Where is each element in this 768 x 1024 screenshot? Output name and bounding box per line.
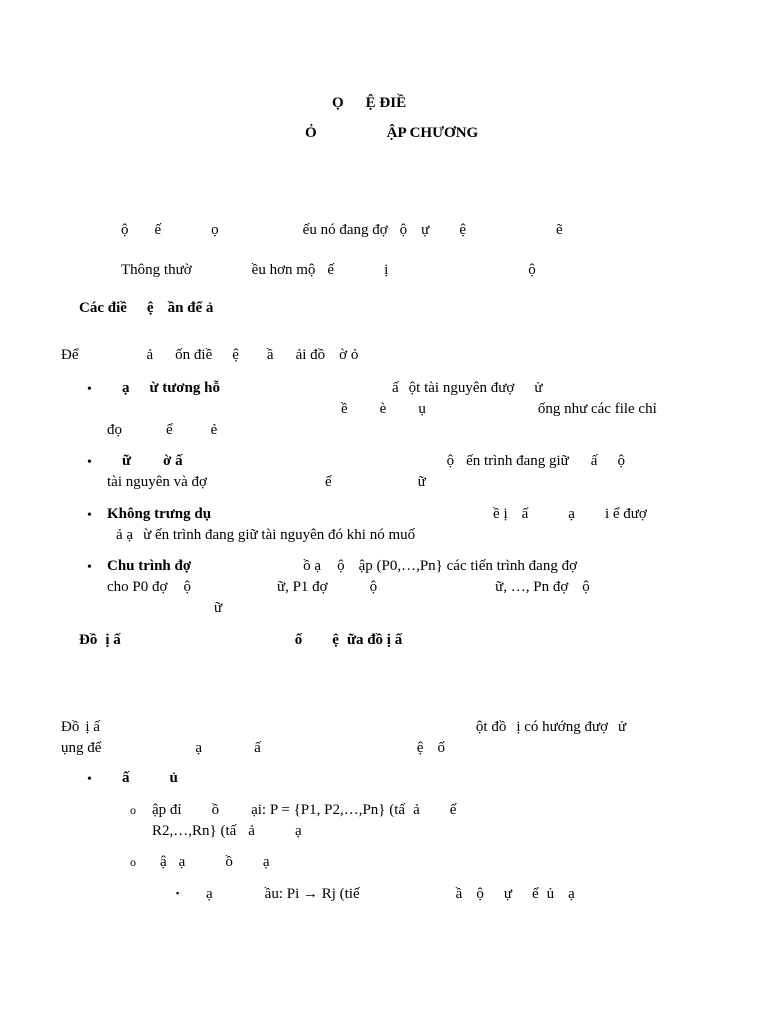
bullet-dot: • [87,455,92,470]
circle-bullet: o [130,803,136,817]
bullet-3-line-2: ả ạ ừ ến trình đang giữ tài nguyên đó khi nó muố [116,527,416,543]
intro-line-1: ộ ế ọ ếu nó đang đợ ộ ự ệ ẽ [121,222,563,238]
conditions-intro: Để ả ốn điề ệ ầ ải đồ ờ ỏ [61,347,359,363]
bullet-4-line-2: cho P0 đợ ộ ữ, P1 đợ ộ ữ, …, Pn đợ ộ [107,579,590,595]
graph-intro-line-2: ụng để ạ ấ ệ ố [61,740,445,756]
bullet-2-line-2: tài nguyên và đợ ế ữ [107,474,426,490]
graph-structure-heading: ấ ủ [122,770,178,786]
bullet-dot: • [87,508,92,523]
bullet-4-line-3: ữ [214,600,223,616]
bullet-1-line-1: ạ ừ tương hỗ ấ ột tài nguyên đượ ử [122,380,543,396]
section-heading-graph: Đồ ị ấ ố ệ ữa đồ ị ấ [79,632,403,648]
bullet-1-line-3: đọ ể ẻ [107,422,218,438]
bullet-dot: • [87,772,92,787]
bullet-dot: • [87,382,92,397]
subitem-1-line-1: ập đỉ ồ ại: P = {P1, P2,…,Pn} (tấ ả ế [152,802,457,818]
subitem-2-line-1: ậ ạ ồ ạ [160,854,270,870]
section-heading-conditions: Các điề ệ ần để ả [79,300,214,316]
circle-bullet: o [130,855,136,869]
subitem-1-line-2: R2,…,Rn} (tấ ả ạ [152,823,302,839]
bullet-1-line-2: ề è ụ ống như các file chỉ [341,401,657,417]
bullet-2-line-1: ữ ờ ấ ộ ến trình đang giữ ấ ộ [122,453,625,469]
intro-line-2: Thông thườ ều hơn mộ ế ị ộ [121,262,536,278]
bullet-4-line-1: Chu trình đợ ồ ạ ộ ập (P0,…,Pn} các tiến trình đang đợ [107,558,578,574]
title-line-2: Ỏ ẬP CHƯƠNG [305,125,479,141]
subsubitem-1-line-1: ạ ầu: Pi → Rj (tiế ầ ộ ự ể ủ ạ [206,886,575,902]
bullet-3-line-1: Không trưng dụ ề ị ấ ạ i ể đượ [107,506,647,522]
bullet-dot: • [87,560,92,575]
title-line-1: Ọ Ệ ĐIỀ [332,95,407,111]
square-bullet: ▪ [176,888,180,898]
graph-intro-line-1: Đồ ị ấ ột đồ ị có hướng đượ ử [61,719,627,735]
